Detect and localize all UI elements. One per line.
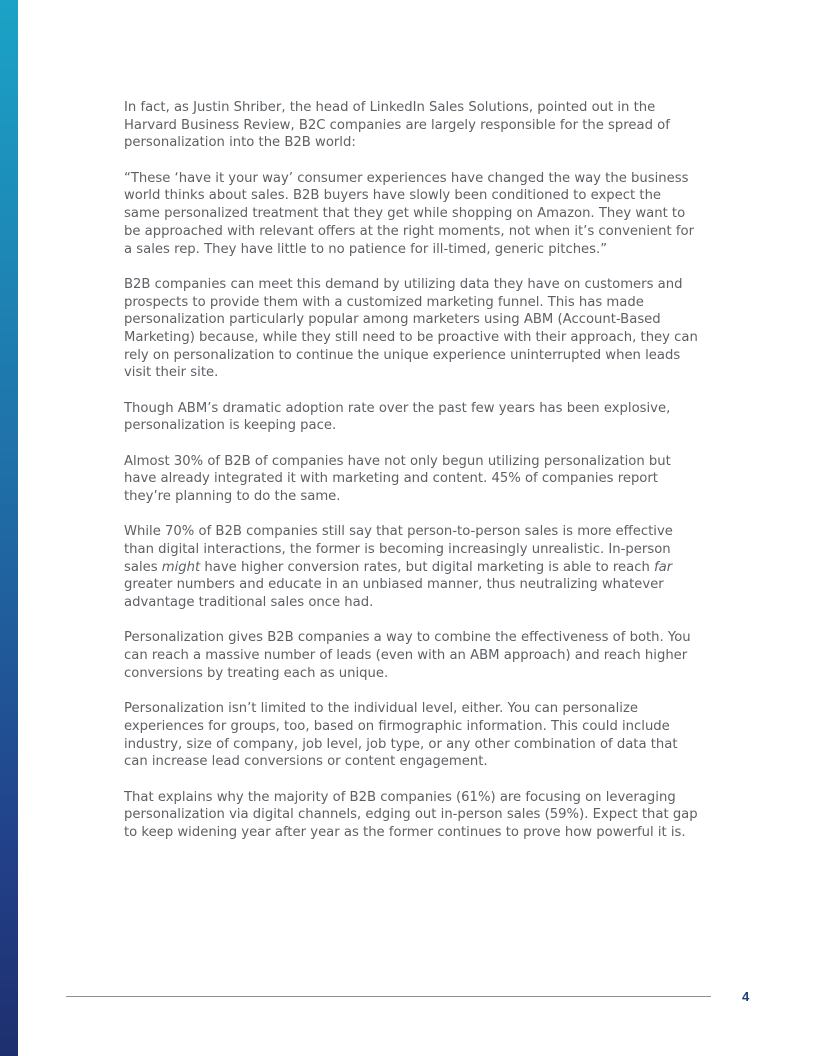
- paragraph-quote: “These ‘have it your way’ consumer experiences have changed the way the business world thinks about sales. B2B buyers have slowly been conditioned to expect the same personalized treatment that they get while shopping on Amazon. They want to be approached with relevant offers at the right moments, not when it’s convenient for a sales rep. They have little to no patience for ill-timed, generic pitches.”: [124, 170, 694, 257]
- paragraph-1: In fact, as Justin Shriber, the head of LinkedIn Sales Solutions, pointed out in the Harvard Business Review, B2C companies are largely responsible for the spread of personalization into the B2B world:: [124, 100, 670, 151]
- paragraph-6-part-2: have higher conversion rates, but digital marketing is able to reach: [200, 559, 655, 575]
- emphasis-might: might: [161, 559, 201, 575]
- paragraph-8: Personalization isn’t limited to the individual level, either. You can personalize experiences for groups, too, based on firmographic information. This could include industry, size of company, job level, job type, or any other combination of data that can increase lead conversions or content engagement.: [124, 701, 678, 770]
- emphasis-far: far: [654, 559, 673, 575]
- left-accent-bar: [0, 0, 18, 1056]
- paragraph-9: That explains why the majority of B2B companies (61%) are focusing on leveraging personalization via digital channels, edging out in-person sales (59%). Expect that gap to keep widening year after year as the former continues to prove how powerful it is.: [124, 789, 698, 840]
- paragraph-5: Almost 30% of B2B of companies have not only begun utilizing personalization but have already integrated it with marketing and content. 45% of companies report they’re planning to do the same.: [124, 453, 671, 505]
- paragraph-6-part-3: greater numbers and educate in an unbiased manner, thus neutralizing whatever advantage traditional sales once had.: [124, 577, 664, 611]
- paragraph-7: Personalization gives B2B companies a way to combine the effectiveness of both. You can reach a massive number of leads (even with an ABM approach) and reach higher conversions by treating each as unique.: [124, 630, 691, 681]
- paragraph-6: [124, 523, 698, 612]
- paragraph-4: Though ABM’s dramatic adoption rate over the past few years has been explosive, personalization is keeping pace.: [124, 400, 671, 434]
- footer-divider: [66, 996, 711, 997]
- page-number: 4: [742, 989, 750, 1004]
- paragraph-3: B2B companies can meet this demand by utilizing data they have on customers and prospects to provide them with a customized marketing funnel. This has made personalization particularly popular among marketers using ABM (Account-Based Marketing) because, while they still need to be proactive with their approach, they can rely on personalization to continue the unique experience uninterrupted when leads visit their site.: [124, 276, 698, 381]
- body-text: [124, 99, 698, 859]
- paragraph-6-part-1: While 70% of B2B companies still say that person-to-person sales is more effective than digital interactions, the former is becoming increasingly unrealistic. In-person sales: [124, 524, 673, 575]
